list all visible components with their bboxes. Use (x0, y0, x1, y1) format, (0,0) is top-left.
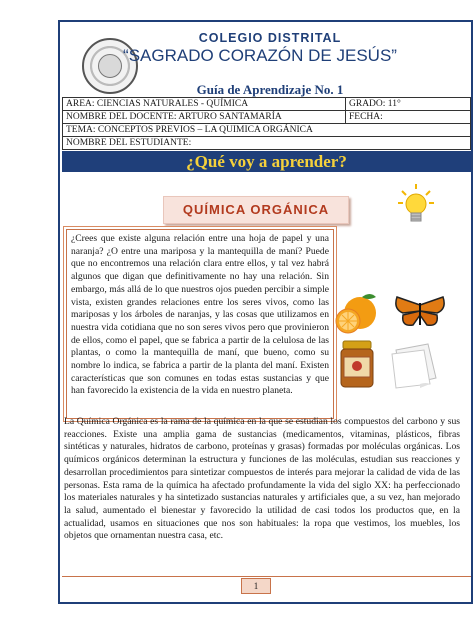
info-table (62, 97, 471, 150)
peanut-butter-jar-icon (337, 339, 377, 389)
footer-divider (62, 576, 471, 577)
guide-title: Guía de Aprendizaje No. 1 (196, 82, 344, 97)
lightbulb-icon (398, 183, 434, 231)
school-label: COLEGIO DISTRITAL (198, 31, 342, 45)
intro-quote: ¿Crees que existe alguna relación entre una hoja de papel y una naranja? ¿O entre una mariposa y la mantequilla de maní? Puede que no encontremos una relación clara entre ellos, y tal vez habrá algunos que digan que definitivamente no hay una relación. Sin embargo, más allá de lo que nuestros ojos pueden percibir a simple vista, existen grandes relaciones entre los seres vivos, como las mariposas y los árboles de naranjas, y las cosas que utilizamos en nuestra vida cotidiana que no son seres vivos pero que provinieron de ellos, como el papel, que se fabrica a partir de la celulosa de las plantas, o como la mantequilla de maní, que bueno, como su nombre lo indica, se fabrica a partir de la planta del maní. Existen características que son comunes en todas estas sustancias y que han favorecido la existencia de la vida en nuestro planeta. (66, 229, 334, 419)
butterfly-icon (393, 295, 447, 331)
section-banner: ¿Qué voy a aprender? (62, 151, 471, 172)
paper-sheets-icon (388, 340, 442, 392)
orange-icon (334, 289, 382, 337)
topic-cell: TEMA: CONCEPTOS PREVIOS – LA QUIMICA ORGÁNICA (63, 124, 471, 137)
section-title: QUÍMICA ORGÁNICA (163, 196, 349, 224)
page-number: 1 (241, 578, 271, 594)
grade-cell: GRADO: 11° (346, 98, 471, 111)
area-cell: AREA: CIENCIAS NATURALES - QUÍMICA (63, 98, 346, 111)
teacher-cell: NOMBRE DEL DOCENTE: ARTURO SANTAMARÍA (63, 111, 346, 124)
student-cell: NOMBRE DEL ESTUDIANTE: (63, 137, 471, 150)
date-cell: FECHA: (346, 111, 471, 124)
body-paragraph: La Química Orgánica es la rama de la química en la que se estudian los compuestos del carbono y sus reacciones. Existe una amplia gama de sustancias (medicamentos, vitaminas, plásticos, fibras sintéticas y naturales, hidratos de carbono, proteínas y grasas) formadas por moléculas orgánicas. Los químicos orgánicos determinan la estructura y funciones de las moléculas, estudian sus reacciones y desarrollan procedimientos para sintetizar compuestos de interés para mejorar la calidad de vida de las personas. Esta rama de la química ha afectado profundamente la vida del siglo XX: ha perfeccionado los materiales naturales y ha sintetizado sustancias naturales y artificiales que, a su vez, han mejorado la salud, aumentado el bienestar y favorecido la utilidad de casi todos los productos que, en la actualidad, usamos en situaciones que nos son habituales: la ropa que vestimos, los muebles, los objetos que ornamentan nuestra casa, etc. (64, 416, 460, 542)
school-name: “SAGRADO CORAZÓN DE JESÚS” (123, 46, 397, 65)
